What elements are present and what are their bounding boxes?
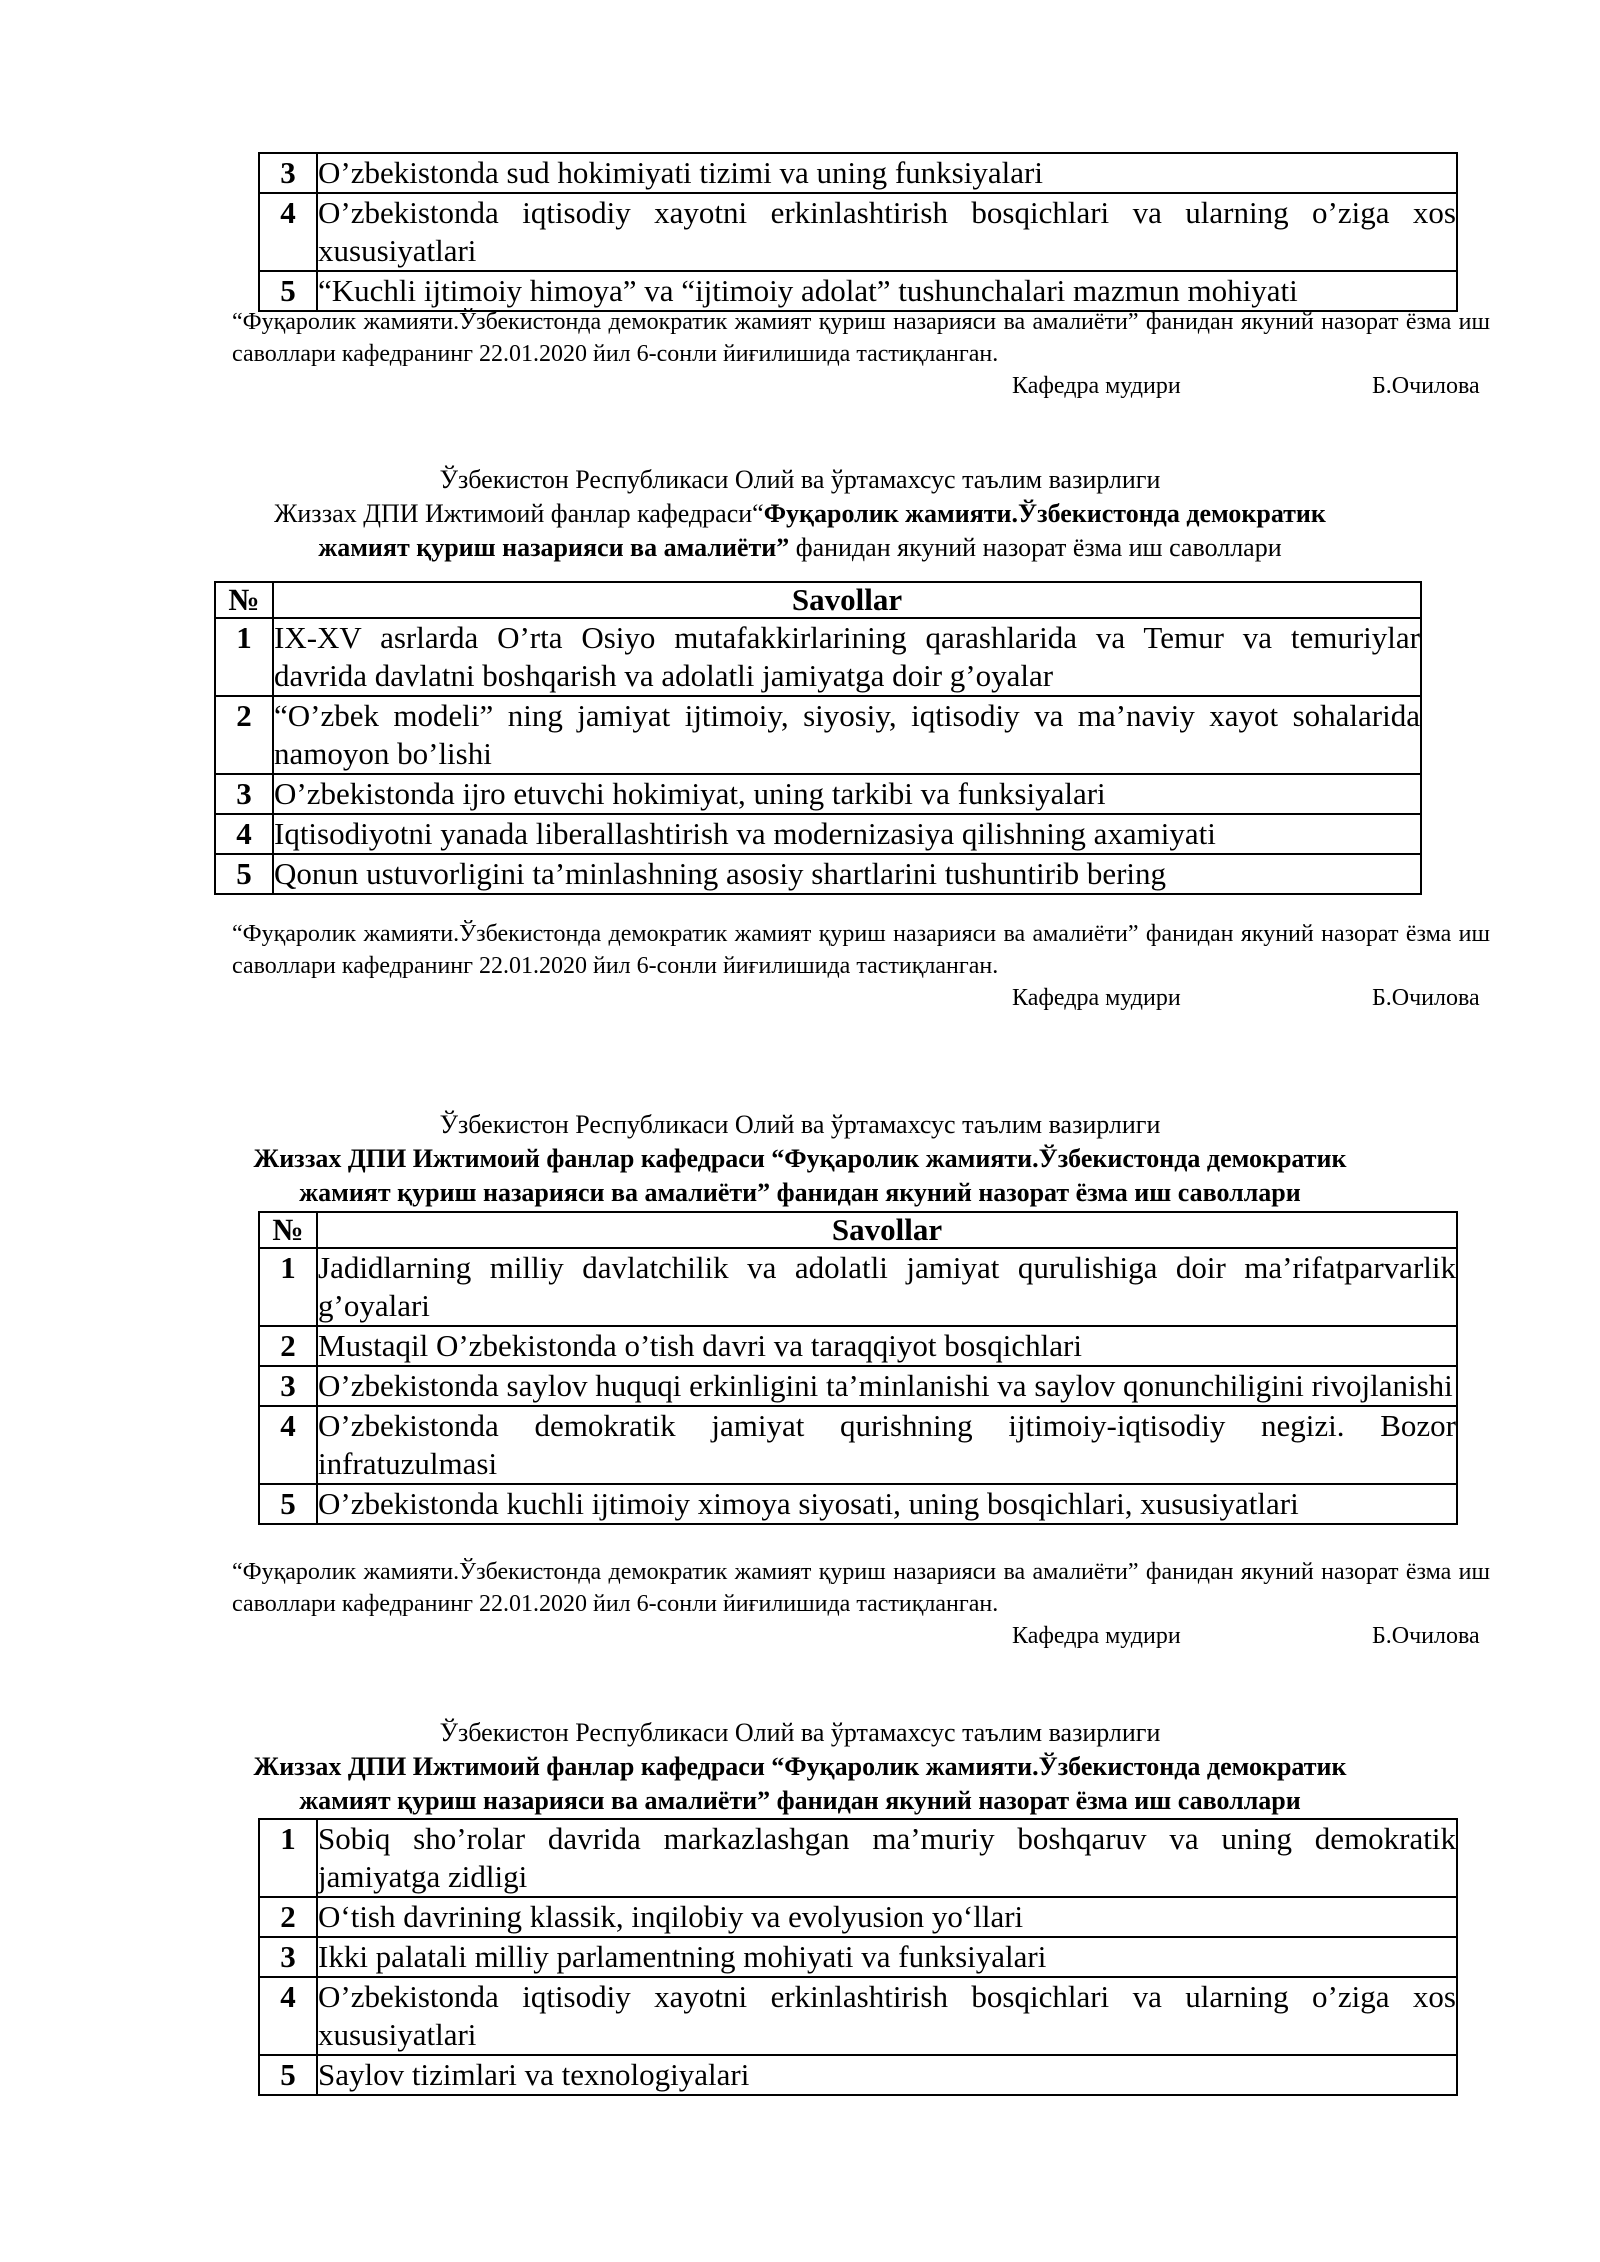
table-row — [215, 814, 1421, 854]
questions-column-header: Savollar — [317, 1212, 1457, 1248]
table-row — [259, 1248, 1457, 1326]
title-line: Жиззах ДПИ Ижтимоий фанлар кафедраси “Фуқаролик жамияти.Ўзбекистонда демократик — [253, 1752, 1347, 1781]
table-row — [259, 271, 1457, 311]
question-number: 5 — [259, 271, 317, 311]
question-number: 1 — [215, 618, 273, 696]
table-row — [259, 2055, 1457, 2095]
question-number: 3 — [215, 774, 273, 814]
table-row — [215, 696, 1421, 774]
department-head-name: Б.Очилова — [1372, 985, 1480, 1011]
table-row — [259, 1366, 1457, 1406]
question-number: 1 — [259, 1248, 317, 1326]
table-row — [259, 1406, 1457, 1484]
section-title — [0, 1142, 1600, 1210]
question-number: 2 — [259, 1897, 317, 1937]
questions-table-4 — [258, 1818, 1458, 2096]
table-header-row — [215, 582, 1421, 618]
question-text: O‘tish davrining klassik, inqilobiy va evolyusion yo‘llari — [317, 1897, 1457, 1937]
question-text: “Kuchli ijtimoiy himoya” va “ijtimoiy adolat” tushunchalari mazmun mohiyati — [317, 271, 1457, 311]
question-text: O’zbekistonda sud hokimiyati tizimi va uning funksiyalari — [317, 153, 1457, 193]
question-number: 4 — [215, 814, 273, 854]
title-line: Жиззах ДПИ Ижтимоий фанлар кафедраси “Фуқаролик жамияти.Ўзбекистонда демократик — [253, 1144, 1347, 1173]
approval-note: “Фуқаролик жамияти.Ўзбекистонда демократик жамият қуриш назарияси ва амалиёти” фанидан якуний назорат ёзма иш саволлари кафедранинг 22.01.2020 йил 6-сонли йиғилишида тастиқланган. — [232, 309, 1490, 367]
question-number: 2 — [215, 696, 273, 774]
table-row — [259, 1484, 1457, 1524]
approval-note: “Фуқаролик жамияти.Ўзбекистонда демократик жамият қуриш назарияси ва амалиёти” фанидан якуний назорат ёзма иш саволлари кафедранинг 22.01.2020 йил 6-сонли йиғилишида тастиқланган. — [232, 1559, 1490, 1617]
question-text: Qonun ustuvorligini ta’minlashning asosiy shartlarini tushuntirib bering — [273, 854, 1421, 894]
question-text: Ikki palatali milliy parlamentning mohiyati va funksiyalari — [317, 1937, 1457, 1977]
question-number: 4 — [259, 1977, 317, 2055]
table-row — [259, 1819, 1457, 1897]
title-line: жамият қуриш назарияси ва амалиёти” фанидан якуний назорат ёзма иш саволлари — [299, 1786, 1301, 1815]
questions-table-1 — [258, 152, 1458, 312]
department-head-name: Б.Очилова — [1372, 1623, 1480, 1649]
question-text: O’zbekistonda iqtisodiy xayotni erkinlashtirish bosqichlari va ularning o’ziga xos xususiyatlari — [317, 1977, 1457, 2055]
question-text: Sobiq sho’rolar davrida markazlashgan ma’muriy boshqaruv va uning demokratik jamiyatga zidligi — [317, 1819, 1457, 1897]
question-number: 1 — [259, 1819, 317, 1897]
question-number: 3 — [259, 153, 317, 193]
ministry-heading: Ўзбекистон Республикаси Олий ва ўртамахсус таълим вазирлиги — [439, 1718, 1161, 1747]
title-normal-part: Жиззах ДПИ Ижтимоий фанлар кафедраси“ — [274, 499, 764, 528]
question-text: O’zbekistonda saylov huquqi erkinligini ta’minlanishi va saylov qonunchiligini rivojlanishi — [317, 1366, 1457, 1406]
department-head-name: Б.Очилова — [1372, 373, 1480, 399]
question-number: 5 — [259, 2055, 317, 2095]
table-row — [259, 1326, 1457, 1366]
questions-table-2 — [214, 581, 1422, 895]
section-title — [0, 497, 1600, 565]
section-title — [0, 1750, 1600, 1818]
title-bold-part: жамият қуриш назарияси ва амалиёти” — [318, 533, 790, 562]
question-text: IX-XV asrlarda O’rta Osiyo mutafakkirlarining qarashlarida va Temur va temuriylar davrida davlatni boshqarish va adolatli jamiyatga doir g’oyalar — [273, 618, 1421, 696]
question-number: 4 — [259, 193, 317, 271]
department-head-label: Кафедра мудири — [1012, 1623, 1181, 1649]
table-row — [259, 1937, 1457, 1977]
department-head-label: Кафедра мудири — [1012, 373, 1181, 399]
table-row — [259, 153, 1457, 193]
number-column-header: № — [215, 582, 273, 618]
question-text: Saylov tizimlari va texnologiyalari — [317, 2055, 1457, 2095]
questions-column-header: Savollar — [273, 582, 1421, 618]
approval-note: “Фуқаролик жамияти.Ўзбекистонда демократик жамият қуриш назарияси ва амалиёти” фанидан якуний назорат ёзма иш саволлари кафедранинг 22.01.2020 йил 6-сонли йиғилишида тастиқланган. — [232, 921, 1490, 979]
question-number: 5 — [215, 854, 273, 894]
ministry-heading: Ўзбекистон Республикаси Олий ва ўртамахсус таълим вазирлиги — [439, 1110, 1161, 1139]
question-text: Jadidlarning milliy davlatchilik va adolatli jamiyat qurulishiga doir ma’rifatparvarlik g’oyalari — [317, 1248, 1457, 1326]
ministry-heading: Ўзбекистон Республикаси Олий ва ўртамахсус таълим вазирлиги — [439, 465, 1161, 494]
questions-table-3 — [258, 1211, 1458, 1525]
question-text: “O’zbek modeli” ning jamiyat ijtimoiy, siyosiy, iqtisodiy va ma’naviy xayot sohalarida namoyon bo’lishi — [273, 696, 1421, 774]
table-row — [215, 618, 1421, 696]
title-bold-part: Фуқаролик жамияти.Ўзбекистонда демократик — [763, 499, 1326, 528]
table-row — [259, 193, 1457, 271]
question-number: 4 — [259, 1406, 317, 1484]
table-row — [215, 854, 1421, 894]
title-normal-part: фанидан якуний назорат ёзма иш саволлари — [789, 533, 1282, 562]
question-text: O’zbekistonda kuchli ijtimoiy ximoya siyosati, uning bosqichlari, xususiyatlari — [317, 1484, 1457, 1524]
question-text: O’zbekistonda ijro etuvchi hokimiyat, uning tarkibi va funksiyalari — [273, 774, 1421, 814]
question-text: Mustaqil O’zbekistonda o’tish davri va taraqqiyot bosqichlari — [317, 1326, 1457, 1366]
question-text: O’zbekistonda demokratik jamiyat qurishning ijtimoiy-iqtisodiy negizi. Bozor infratuzulmasi — [317, 1406, 1457, 1484]
number-column-header: № — [259, 1212, 317, 1248]
question-number: 2 — [259, 1326, 317, 1366]
question-text: Iqtisodiyotni yanada liberallashtirish va modernizasiya qilishning axamiyati — [273, 814, 1421, 854]
table-row — [215, 774, 1421, 814]
title-line: жамият қуриш назарияси ва амалиёти” фанидан якуний назорат ёзма иш саволлари — [299, 1178, 1301, 1207]
question-number: 3 — [259, 1366, 317, 1406]
table-header-row — [259, 1212, 1457, 1248]
question-number: 5 — [259, 1484, 317, 1524]
question-text: O’zbekistonda iqtisodiy xayotni erkinlashtirish bosqichlari va ularning o’ziga xos xususiyatlari — [317, 193, 1457, 271]
table-row — [259, 1977, 1457, 2055]
department-head-label: Кафедра мудири — [1012, 985, 1181, 1011]
question-number: 3 — [259, 1937, 317, 1977]
table-row — [259, 1897, 1457, 1937]
